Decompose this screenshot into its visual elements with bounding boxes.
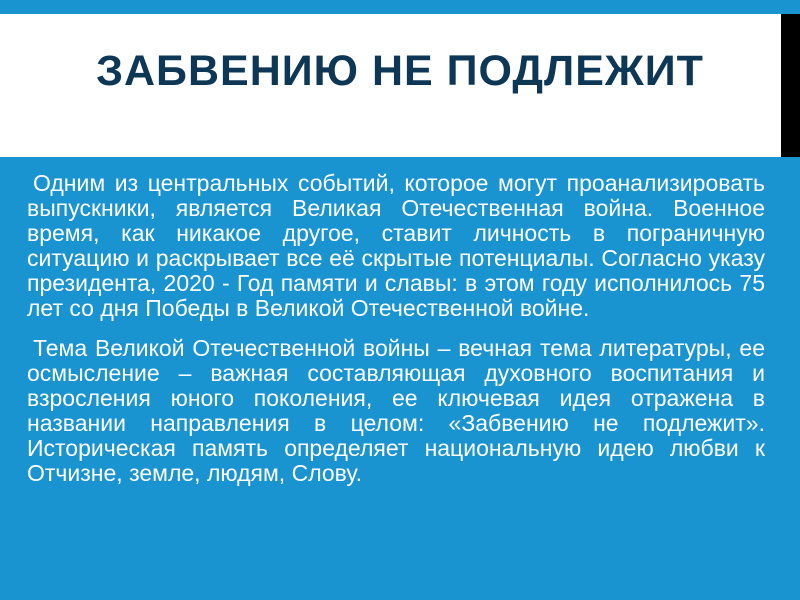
slide-title: ЗАБВЕНИЮ НЕ ПОДЛЕЖИТ [96, 47, 704, 95]
top-accent-bar [0, 0, 800, 14]
body-text [27, 171, 765, 486]
paragraph-1: Одним из центральных событий, которое могут проанализировать выпускники, является Великая Отечественная война. Военное время, как никакое другое, ставит личность в пограничную ситуацию и раскрывает все её скрытые потенциалы. Согласно указу президента, 2020 - Год памяти и славы: в этом году исполнилось 75 лет со дня Победы в Великой Отечественной войне. [27, 170, 765, 321]
paragraph-2: Тема Великой Отечественной войны – вечная тема литературы, ее осмысление – важная составляющая духовного воспитания и взросления юного поколения, ее ключевая идея отражена в названии направления в целом: «Забвению не подлежит». Историческая память определяет национальную идею любви к Отчизне, земле, людям, Слову. [27, 335, 765, 486]
